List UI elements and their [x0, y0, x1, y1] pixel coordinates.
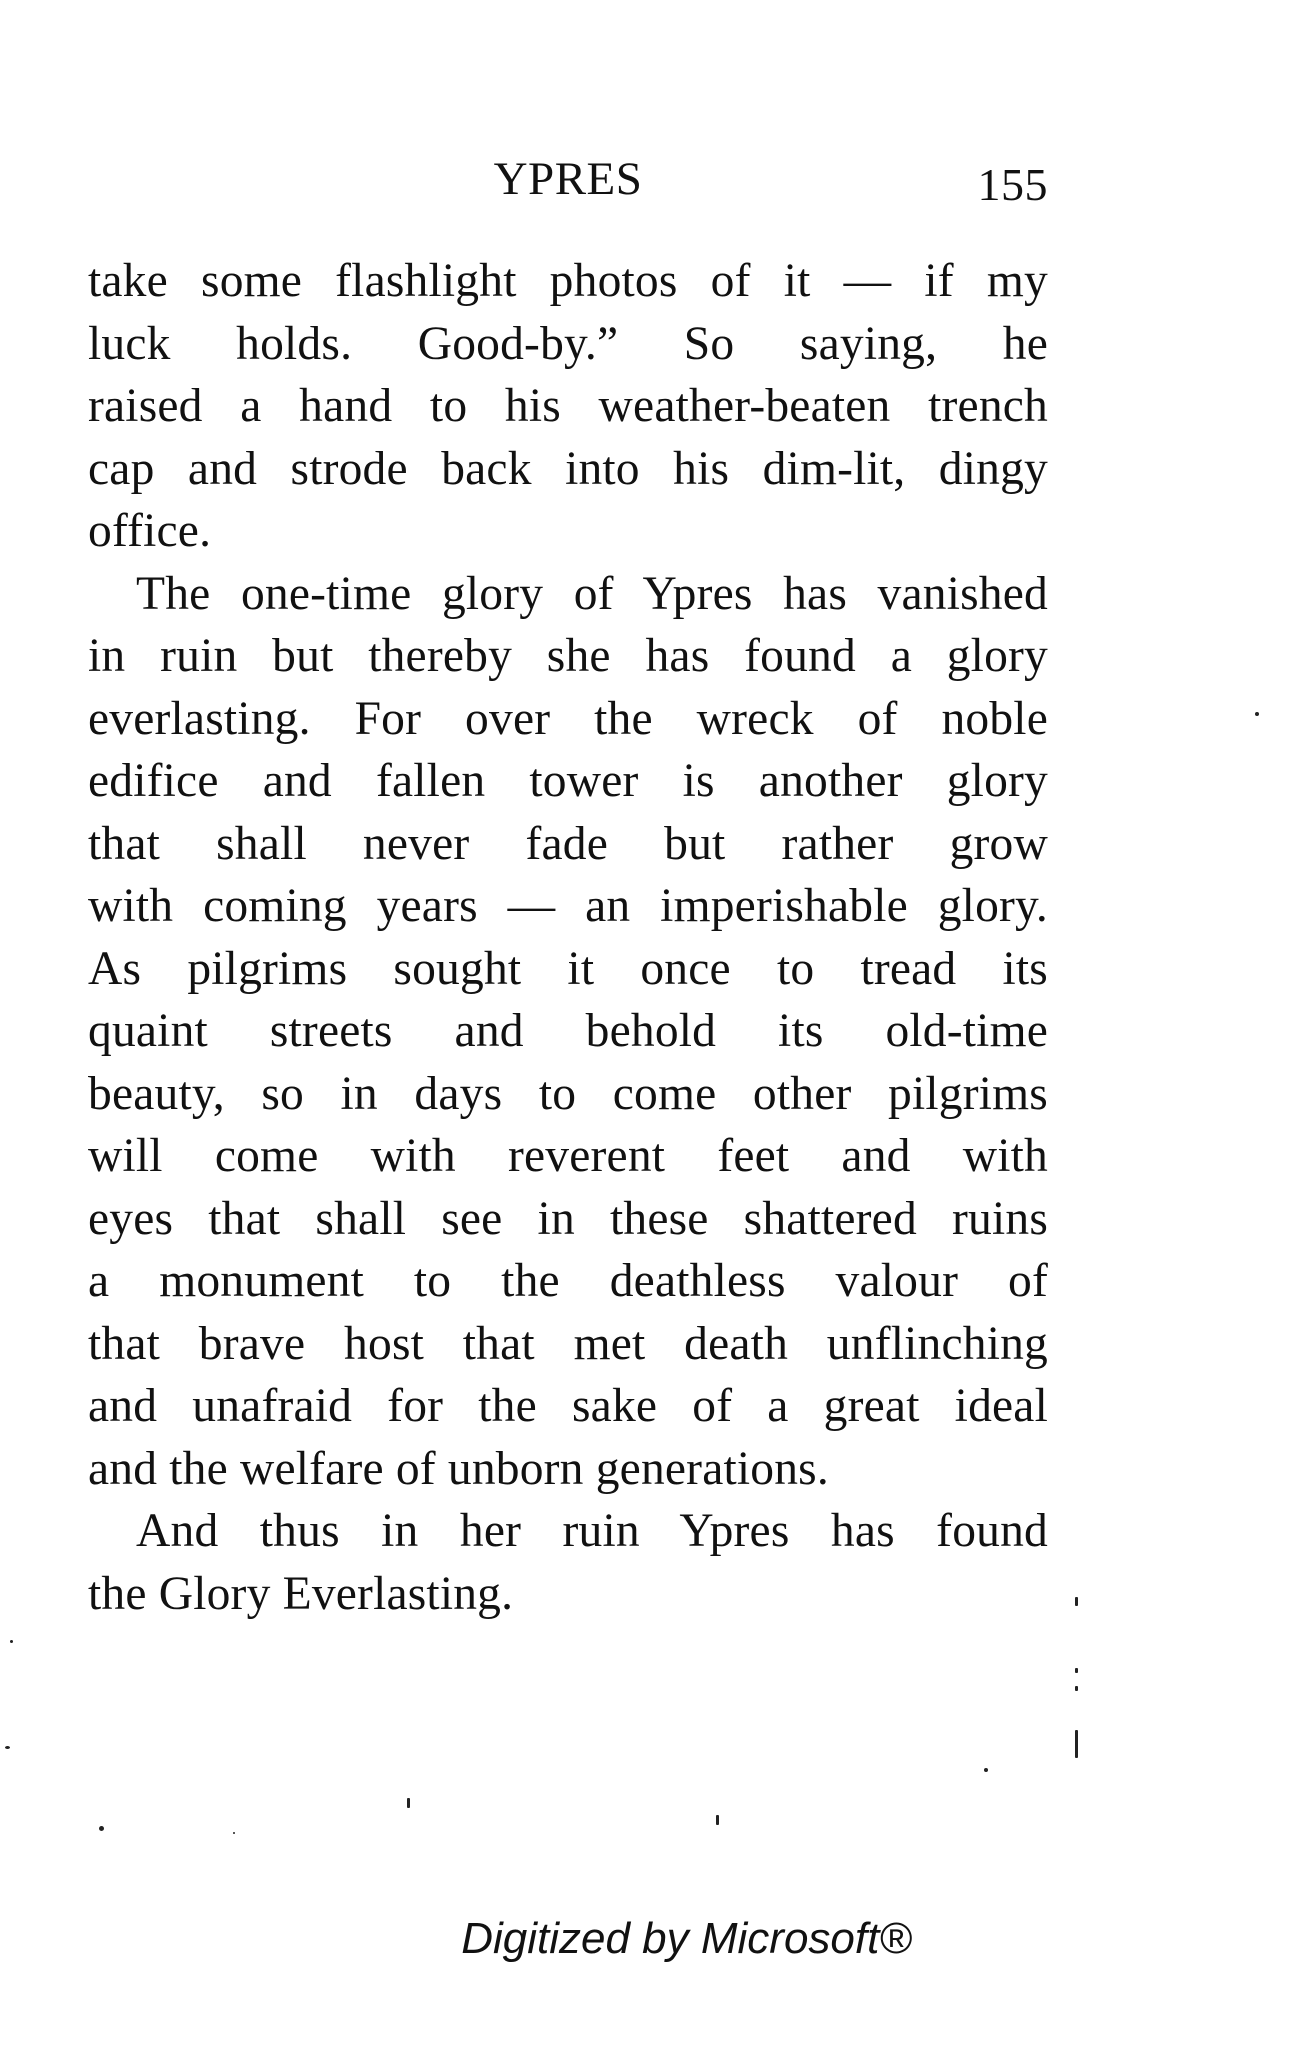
- paragraph-1: [88, 250, 1048, 563]
- scan-speck: [99, 1826, 104, 1831]
- text-line: take some flashlight photos of it — if my: [88, 255, 1048, 307]
- text-line: everlasting. For over the wreck of noble: [88, 692, 1048, 745]
- text-line: luck holds. Good-by.” So saying, he: [88, 317, 1048, 370]
- text-line: the Glory Everlasting.: [88, 1567, 514, 1620]
- text-line: As pilgrims sought it once to tread its: [88, 942, 1048, 995]
- text-line: quaint streets and behold its old-time: [88, 1005, 1048, 1057]
- text-line: with coming years — an imperishable glory.: [88, 880, 1048, 932]
- text-line: and unafraid for the sake of a great ideal: [88, 1380, 1048, 1432]
- scan-speck: [984, 1768, 988, 1772]
- text-line: eyes that shall see in these shattered ruins: [88, 1192, 1048, 1245]
- text-line: will come with reverent feet and with: [88, 1130, 1048, 1182]
- digitization-watermark: [0, 1914, 1313, 1964]
- text-line: in ruin but thereby she has found a glory: [88, 630, 1048, 682]
- text-line: that brave host that met death unflinching: [88, 1317, 1048, 1370]
- scan-speck: [1075, 1668, 1078, 1673]
- scan-speck: [1075, 1686, 1078, 1691]
- watermark-text: Digitized by Microsoft®: [461, 1914, 912, 1963]
- text-line: a monument to the deathless valour of: [88, 1255, 1048, 1307]
- text-line: beauty, so in days to come other pilgrims: [88, 1067, 1048, 1120]
- paragraph-2: [88, 563, 1048, 1501]
- scan-speck: [1075, 1597, 1078, 1606]
- body-text: [88, 250, 1048, 1625]
- paragraph-3: [88, 1500, 1048, 1625]
- text-line: office.: [88, 505, 212, 557]
- text-line: edifice and fallen tower is another glory: [88, 755, 1048, 807]
- running-title: YPRES: [493, 153, 643, 205]
- text-line: And thus in her ruin Ypres has found: [136, 1505, 1048, 1557]
- scan-speck: [5, 1746, 10, 1749]
- text-line: The one-time glory of Ypres has vanished: [136, 567, 1048, 620]
- text-line: and the welfare of unborn generations.: [88, 1442, 829, 1495]
- scan-speck: [10, 1640, 13, 1643]
- page-number: 155: [977, 159, 1048, 210]
- scan-speck: [1255, 712, 1259, 716]
- scan-speck: [233, 1832, 235, 1834]
- scan-speck: [1075, 1730, 1078, 1758]
- text-line: that shall never fade but rather grow: [88, 817, 1048, 870]
- scan-speck: [716, 1815, 719, 1825]
- text-line: raised a hand to his weather-beaten trench: [88, 380, 1048, 432]
- text-line: cap and strode back into his dim-lit, dingy: [88, 442, 1048, 495]
- running-head: [88, 152, 1048, 212]
- scan-speck: [407, 1798, 410, 1808]
